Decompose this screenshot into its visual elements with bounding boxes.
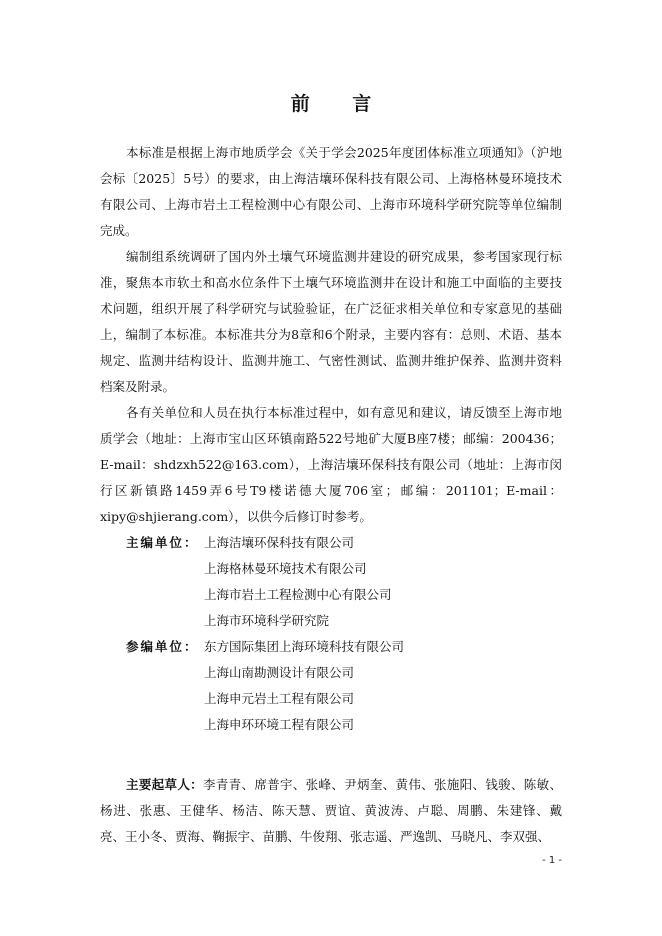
chief-unit-name: 上海格林曼环境技术有限公司 bbox=[204, 561, 367, 576]
chief-unit-name: 上海洁壤环保科技有限公司 bbox=[204, 535, 355, 550]
preface-paragraph: 本标准是根据上海市地质学会《关于学会2025年度团体标准立项通知》（沪地会标〔2025〕5号）的要求，由上海洁壤环保科技有限公司、上海格林曼环境技术有限公司、上海市岩土工程检测中心有限公司、上海市环境科学研究院等单位编制完成。 bbox=[100, 145, 562, 238]
chief-units-label: 主编单位： bbox=[126, 535, 199, 550]
page-number: - 1 - bbox=[542, 855, 562, 866]
participating-unit-name: 上海申元岩土工程有限公司 bbox=[204, 691, 355, 706]
drafters-names: 李青青、席普宇、张峰、尹炳奎、黄伟、张施阳、钱骏、陈敏、杨进、张惠、王健华、杨洁、陈天慧、贾谊、黄波涛、卢聪、周鹏、朱建锋、戴亮、王小冬、贾海、鞠振宇、苗鹏、牛俊翔、张志遥、严逸凯、马晓凡、李双强、 bbox=[100, 777, 562, 844]
participating-units-label: 参编单位： bbox=[126, 639, 199, 654]
preface-paragraph: 编制组系统调研了国内外土壤气环境监测井建设的研究成果，参考国家现行标准，聚焦本市软土和高水位条件下土壤气环境监测井在设计和施工中面临的主要技术问题，组织开展了科学研究与试验验证，在广泛征求相关单位和专家意见的基础上，编制了本标准。本标准共分为8章和6个附录，主要内容有：总则、术语、基本规定、监测井结构设计、监测井施工、气密性测试、监测井维护保养、监测井资料档案及附录。 bbox=[100, 249, 562, 394]
page-title: 前 言 bbox=[290, 93, 390, 115]
chief-units-block bbox=[100, 530, 562, 634]
participating-unit-name: 东方国际集团上海环境科技有限公司 bbox=[204, 639, 405, 654]
participating-unit-name: 上海山南勘测设计有限公司 bbox=[204, 665, 355, 680]
drafters-paragraph bbox=[100, 772, 562, 850]
preface-paragraph: 各有关单位和人员在执行本标准过程中，如有意见和建议，请反馈至上海市地质学会（地址：上海市宝山区环镇南路522号地矿大厦B座7楼；邮编：200436；E-mail：shdzxh522@163.com），上海洁壤环保科技有限公司（地址：上海市闵行区新镇路1459弄6号T9楼诺德大厦706室；邮编：201101；E-mail：xipy@shjierang.com），以供今后修订时参考。 bbox=[100, 405, 562, 524]
drafters-label: 主要起草人： bbox=[126, 777, 203, 792]
document-body bbox=[100, 140, 562, 863]
participating-units-block bbox=[100, 634, 562, 738]
participating-unit-name: 上海申环环境工程有限公司 bbox=[204, 717, 355, 732]
chief-unit-name: 上海市环境科学研究院 bbox=[204, 613, 330, 628]
chief-unit-name: 上海市岩土工程检测中心有限公司 bbox=[204, 587, 392, 602]
